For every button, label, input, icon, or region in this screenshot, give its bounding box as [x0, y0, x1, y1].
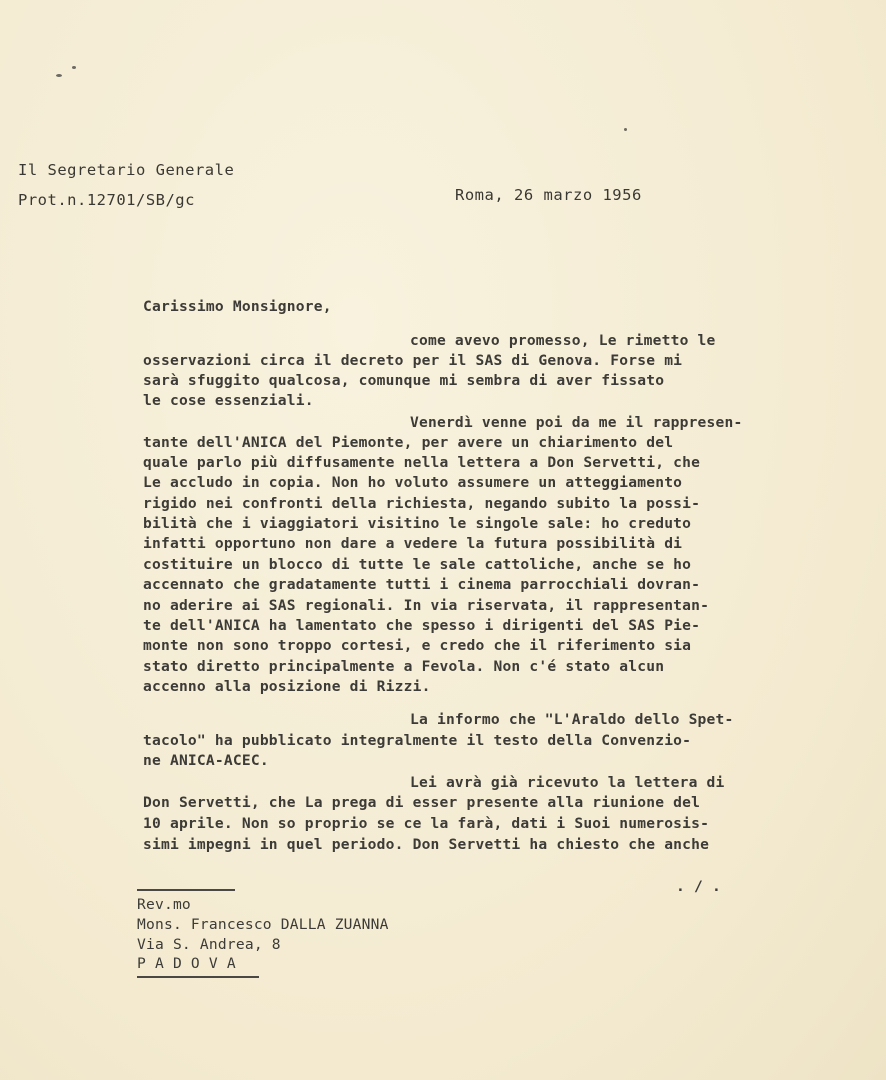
body-line: La informo che "L'Araldo dello Spet- — [410, 711, 734, 728]
body-line: infatti opportuno non dare a vedere la futura possibilità di — [143, 535, 683, 552]
ink-speck — [72, 66, 76, 69]
body-line: bilità che i viaggiatori visitino le singole sale: ho creduto — [143, 515, 692, 532]
body-line: osservazioni circa il decreto per il SAS di Genova. Forse mi — [143, 352, 683, 369]
body-line: le cose essenziali. — [143, 392, 314, 409]
body-line: sarà sfuggito qualcosa, comunque mi sembra di aver fissato — [143, 372, 665, 389]
salutation: Carissimo Monsignore, — [143, 298, 332, 315]
ink-speck — [56, 74, 62, 77]
signer-title: Il Segretario Generale — [18, 161, 235, 179]
recipient-divider — [137, 889, 235, 891]
body-line: Venerdì venne poi da me il rappresen- — [410, 414, 743, 431]
recipient-honorific: Rev.mo — [137, 896, 191, 913]
place-date: Roma, 26 marzo 1956 — [455, 186, 642, 204]
recipient-street: Via S. Andrea, 8 — [137, 936, 281, 953]
body-line: simi impegni in quel periodo. Don Servetti ha chiesto che anche — [143, 836, 710, 853]
body-line: quale parlo più diffusamente nella lettera a Don Servetti, che — [143, 454, 701, 471]
protocol-number: Prot.n.12701/SB/gc — [18, 191, 195, 209]
body-line: tacolo" ha pubblicato integralmente il testo della Convenzio- — [143, 732, 692, 749]
body-line: 10 aprile. Non so proprio se ce la farà, dati i Suoi numerosis- — [143, 815, 710, 832]
body-line: accennato che gradatamente tutti i cinema parrocchiali dovran- — [143, 576, 701, 593]
body-line: costituire un blocco di tutte le sale cattoliche, anche se ho — [143, 556, 692, 573]
body-line: Lei avrà già ricevuto la lettera di — [410, 774, 725, 791]
city-underline — [137, 976, 259, 978]
body-line: monte non sono troppo cortesi, e credo che il riferimento sia — [143, 637, 692, 654]
body-line: rigido nei confronti della richiesta, negando subito la possi- — [143, 495, 701, 512]
body-line: Le accludo in copia. Non ho voluto assumere un atteggiamento — [143, 474, 683, 491]
recipient-name: Mons. Francesco DALLA ZUANNA — [137, 916, 389, 933]
body-line: no aderire ai SAS regionali. In via riservata, il rappresentan- — [143, 597, 710, 614]
recipient-city: P A D O V A — [137, 955, 236, 972]
body-line: tante dell'ANICA del Piemonte, per avere un chiarimento del — [143, 434, 674, 451]
body-line: stato diretto principalmente a Fevola. Non c'é stato alcun — [143, 658, 665, 675]
continuation-mark: . / . — [676, 878, 721, 895]
body-line: ne ANICA-ACEC. — [143, 752, 269, 769]
body-line: te dell'ANICA ha lamentato che spesso i dirigenti del SAS Pie- — [143, 617, 701, 634]
body-line: come avevo promesso, Le rimetto le — [410, 332, 716, 349]
body-line: accenno alla posizione di Rizzi. — [143, 678, 431, 695]
ink-speck — [624, 128, 627, 131]
body-line: Don Servetti, che La prega di esser presente alla riunione del — [143, 794, 701, 811]
